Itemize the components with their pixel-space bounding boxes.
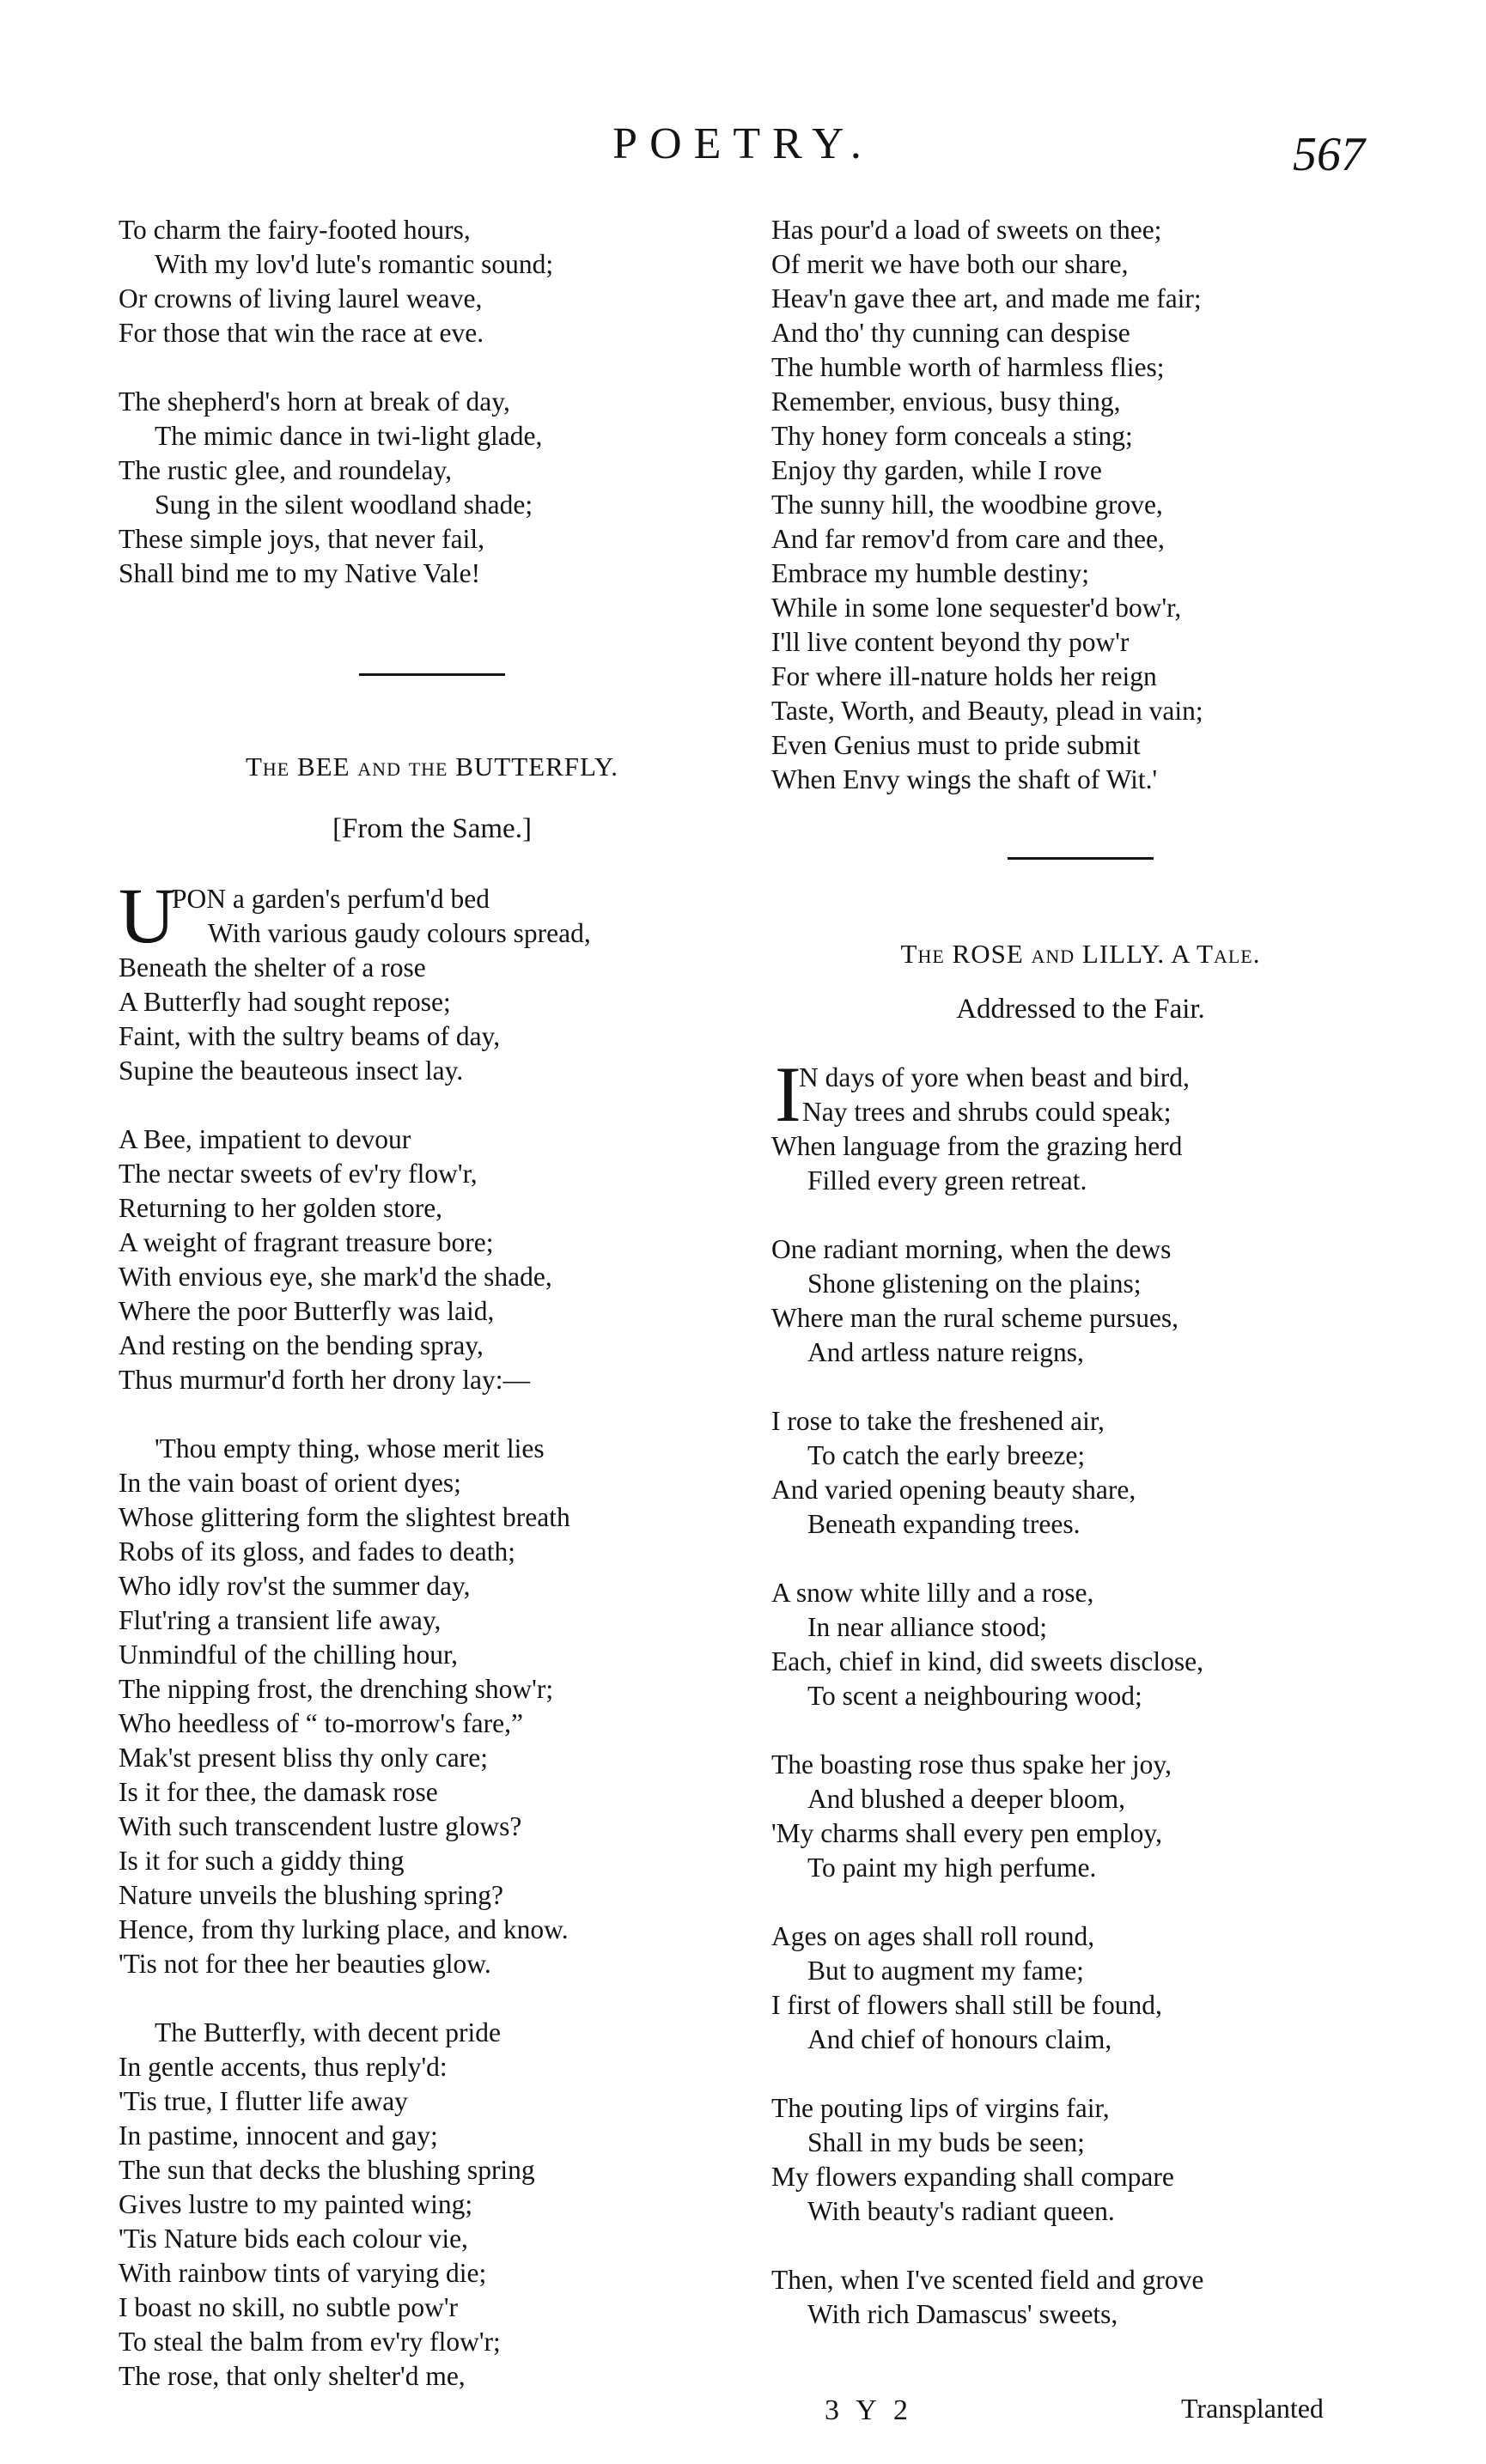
running-title: POETRY. xyxy=(612,119,874,168)
verse-line: When Envy wings the shaft of Wit.' xyxy=(771,764,1158,794)
stanza xyxy=(771,1919,1390,2057)
verse-line: I boast no skill, no subtle pow'r xyxy=(119,2292,459,2322)
verse-line: Then, when I've scented field and grove xyxy=(771,2265,1204,2295)
verse-line: And resting on the bending spray, xyxy=(119,1330,484,1360)
verse-line: Where the poor Butterfly was laid, xyxy=(119,1296,495,1326)
verse-line: And far remov'd from care and thee, xyxy=(771,524,1165,554)
verse-line: Filled every green retreat. xyxy=(807,1165,1087,1195)
stanza xyxy=(119,872,746,1088)
verse-line: To steal the balm from ev'ry flow'r; xyxy=(119,2327,501,2357)
verse-line: The nipping frost, the drenching show'r; xyxy=(119,1674,554,1704)
drop-cap: I xyxy=(775,1050,801,1138)
page-number: 567 xyxy=(1293,128,1365,181)
verse-line: Is it for thee, the damask rose xyxy=(119,1777,438,1807)
verse-line: Remember, envious, busy thing, xyxy=(771,386,1121,417)
right-column xyxy=(771,213,1390,2332)
verse-line: Taste, Worth, and Beauty, plead in vain; xyxy=(771,696,1203,726)
verse-line: To paint my high perfume. xyxy=(807,1853,1097,1883)
verse-line: A Butterfly had sought repose; xyxy=(119,987,451,1017)
verse-line: In pastime, innocent and gay; xyxy=(119,2120,438,2151)
verse-line: Heav'n gave thee art, and made me fair; xyxy=(771,283,1202,313)
verse-line: One radiant morning, when the dews xyxy=(771,1234,1172,1264)
verse-line: The Butterfly, with decent pride xyxy=(155,2017,501,2047)
verse-line: Embrace my humble destiny; xyxy=(771,558,1090,588)
drop-cap: U xyxy=(119,872,176,959)
verse-line: Thy honey form conceals a sting; xyxy=(771,421,1133,451)
verse-line: With rainbow tints of varying die; xyxy=(119,2258,487,2288)
verse-line: And tho' thy cunning can despise xyxy=(771,318,1130,348)
verse-line: Gives lustre to my painted wing; xyxy=(119,2189,473,2219)
stanza xyxy=(771,213,1390,797)
poem-title: The BEE and the BUTTERFLY. xyxy=(245,751,618,782)
stanza xyxy=(771,1050,1390,1198)
verse-line: For where ill-nature holds her reign xyxy=(771,661,1157,691)
verse-line: Or crowns of living laurel weave, xyxy=(119,283,483,313)
verse-line: Is it for such a giddy thing xyxy=(119,1846,405,1876)
verse-line: With envious eye, she mark'd the shade, xyxy=(119,1262,552,1292)
stanza xyxy=(119,1122,746,1397)
stanza xyxy=(771,2263,1390,2332)
verse-line: In gentle accents, thus reply'd: xyxy=(119,2052,448,2082)
catchword: Transplanted xyxy=(1181,2393,1324,2424)
verse-line: The pouting lips of virgins fair, xyxy=(771,2093,1110,2123)
verse-line: Even Genius must to pride submit xyxy=(771,730,1141,760)
signature-mark: 3 Y 2 xyxy=(825,2394,914,2426)
verse-line: Each, chief in kind, did sweets disclose, xyxy=(771,1646,1204,1676)
verse-line: But to augment my fame; xyxy=(807,1956,1084,1986)
verse-line: 'Thou empty thing, whose merit lies xyxy=(155,1433,545,1463)
verse-line: Beneath the shelter of a rose xyxy=(119,952,426,983)
verse-line: With such transcendent lustre glows? xyxy=(119,1811,522,1841)
verse-line: Faint, with the sultry beams of day, xyxy=(119,1021,501,1051)
stanza xyxy=(771,1576,1390,1713)
verse-line: Shall bind me to my Native Vale! xyxy=(119,558,481,588)
verse-line: Returning to her golden store, xyxy=(119,1193,443,1223)
verse-line: Where man the rural scheme pursues, xyxy=(771,1303,1179,1333)
verse-line: 'Tis not for thee her beauties glow. xyxy=(119,1949,491,1979)
verse-line: The humble worth of harmless flies; xyxy=(771,352,1165,382)
stanza xyxy=(119,213,746,350)
verse-line: These simple joys, that never fail, xyxy=(119,524,485,554)
verse-line: Enjoy thy garden, while I rove xyxy=(771,455,1102,485)
verse-line: Flut'ring a transient life away, xyxy=(119,1605,442,1635)
verse-line: To catch the early breeze; xyxy=(807,1440,1086,1470)
verse-line: Nature unveils the blushing spring? xyxy=(119,1880,503,1910)
stanza xyxy=(771,1748,1390,1885)
verse-text: PON a garden's perfum'd bed xyxy=(172,884,490,914)
verse-line: And varied opening beauty share, xyxy=(771,1475,1136,1505)
verse-line: While in some lone sequester'd bow'r, xyxy=(771,593,1182,623)
verse-line: Hence, from thy lurking place, and know. xyxy=(119,1914,569,1944)
verse-line: I rose to take the freshened air, xyxy=(771,1406,1105,1436)
poem-title: The ROSE and LILLY. A Tale. xyxy=(900,939,1261,969)
verse-line: My flowers expanding shall compare xyxy=(771,2162,1174,2192)
verse-line: In near alliance stood; xyxy=(807,1612,1048,1642)
verse-line: Supine the beauteous insect lay. xyxy=(119,1056,464,1086)
verse-text: N days of yore when beast and bird, xyxy=(799,1062,1190,1092)
verse-line: Mak'st present bliss thy only care; xyxy=(119,1743,488,1773)
verse-line: With beauty's radiant queen. xyxy=(807,2196,1115,2226)
verse-line: The boasting rose thus spake her joy, xyxy=(771,1749,1172,1780)
verse-line: Has pour'd a load of sweets on thee; xyxy=(771,215,1162,245)
verse-line: The rustic glee, and roundelay, xyxy=(119,455,453,485)
verse-line: A weight of fragrant treasure bore; xyxy=(119,1227,494,1257)
poem-source: [From the Same.] xyxy=(332,813,532,844)
stanza xyxy=(119,1432,746,1981)
verse-line: The shepherd's horn at break of day, xyxy=(119,386,510,417)
verse-line: I first of flowers shall still be found, xyxy=(771,1990,1162,2020)
verse-line: And blushed a deeper bloom, xyxy=(807,1784,1126,1814)
verse-line: The mimic dance in twi-light glade, xyxy=(155,421,543,451)
verse-line: The rose, that only shelter'd me, xyxy=(119,2361,466,2391)
verse-line: With my lov'd lute's romantic sound; xyxy=(155,249,554,279)
verse-line: To scent a neighbouring wood; xyxy=(807,1681,1142,1711)
verse-line: Beneath expanding trees. xyxy=(807,1509,1081,1539)
verse-line: The sunny hill, the woodbine grove, xyxy=(771,490,1163,520)
verse-line: Nay trees and shrubs could speak; xyxy=(802,1097,1172,1127)
stanza xyxy=(771,2091,1390,2229)
verse-line: I'll live content beyond thy pow'r xyxy=(771,627,1130,657)
stanza xyxy=(771,1232,1390,1370)
verse-line: Whose glittering form the slightest breath xyxy=(119,1502,570,1532)
verse-line: Thus murmur'd forth her drony lay:— xyxy=(119,1365,530,1395)
verse-line: To charm the fairy-footed hours, xyxy=(119,215,471,245)
verse-line: The sun that decks the blushing spring xyxy=(119,2155,535,2185)
verse-line: Ages on ages shall roll round, xyxy=(771,1921,1095,1951)
verse-line: Robs of its gloss, and fades to death; xyxy=(119,1536,515,1567)
verse-line: Who idly rov'st the summer day, xyxy=(119,1571,471,1601)
stanza xyxy=(119,385,746,591)
verse-line: 'My charms shall every pen employ, xyxy=(771,1818,1163,1848)
verse-line: A snow white lilly and a rose, xyxy=(771,1578,1094,1608)
verse-line: Of merit we have both our share, xyxy=(771,249,1129,279)
verse-line: 'Tis true, I flutter life away xyxy=(119,2086,408,2116)
verse-line: Unmindful of the chilling hour, xyxy=(119,1640,459,1670)
verse-line: Who heedless of “ to-morrow's fare,” xyxy=(119,1708,523,1738)
verse-line: When language from the grazing herd xyxy=(771,1131,1183,1161)
verse-line: The nectar sweets of ev'ry flow'r, xyxy=(119,1159,478,1189)
verse-line: For those that win the race at eve. xyxy=(119,318,484,348)
verse-line: Shall in my buds be seen; xyxy=(807,2127,1085,2157)
verse-line: Shone glistening on the plains; xyxy=(807,1269,1142,1299)
verse-line: With rich Damascus' sweets, xyxy=(807,2299,1118,2329)
verse-line: And artless nature reigns, xyxy=(807,1337,1084,1367)
stanza xyxy=(119,2016,746,2394)
verse-line: 'Tis Nature bids each colour vie, xyxy=(119,2224,468,2254)
verse-line: With various gaudy colours spread, xyxy=(208,918,591,948)
stanza xyxy=(771,1404,1390,1542)
verse-line: Sung in the silent woodland shade; xyxy=(155,490,533,520)
left-column xyxy=(119,213,746,2394)
verse-line: In the vain boast of orient dyes; xyxy=(119,1468,461,1498)
verse-line: And chief of honours claim, xyxy=(807,2024,1112,2054)
poem-subtitle: Addressed to the Fair. xyxy=(956,994,1205,1025)
verse-line: A Bee, impatient to devour xyxy=(119,1124,411,1154)
